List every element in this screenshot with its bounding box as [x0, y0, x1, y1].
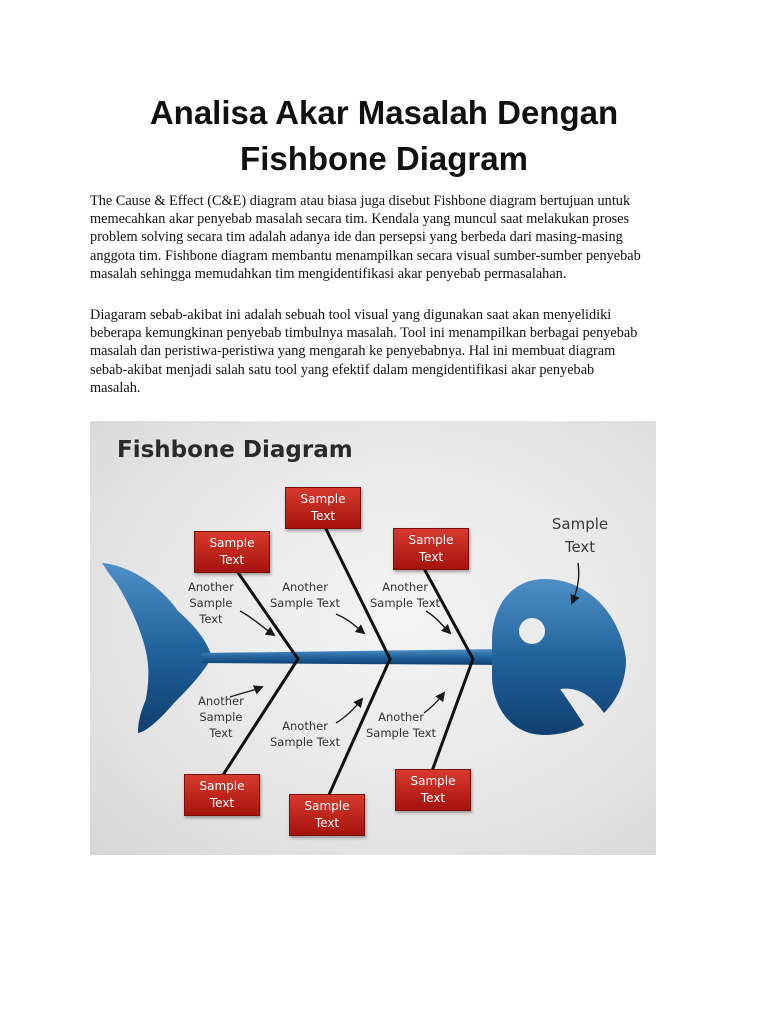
fish-eye: [519, 618, 545, 644]
paragraph-line: memecahkan akar penyebab masalah secara tim. Kendala yang muncul saat melakukan proses: [90, 211, 630, 228]
label-text: Another: [198, 694, 244, 708]
fishbone-drawing: [90, 421, 656, 855]
paragraph-line: beberapa kemungkinan penyebab timbulnya masalah. Tool ini menampilkan berbagai penyebab: [90, 325, 638, 342]
label-text: Another: [188, 580, 234, 594]
arrow-upper-3: [426, 611, 450, 633]
box-text: Sample: [408, 533, 454, 547]
label-text: Sample Text: [366, 726, 437, 740]
paragraph-line: Diagaram sebab-akibat ini adalah sebuah tool visual yang digunakan saat akan menyelidiki: [90, 307, 612, 323]
label-upper-3: [370, 579, 440, 611]
callout-text: Sample: [551, 515, 609, 533]
paragraph-intro: [90, 192, 690, 283]
paragraph-line: problem solving secara tim adalah adanya ide dan persepsi yang berbeda dari masing-masing: [90, 229, 623, 246]
label-text: Sample Text: [270, 596, 341, 610]
fishbone-figure: [90, 421, 656, 855]
label-text: Sample Text: [370, 596, 441, 610]
box-text: Sample: [304, 799, 350, 813]
paragraph-detail: [90, 306, 690, 397]
label-text: Sample: [189, 596, 233, 610]
label-text: Another: [282, 580, 328, 594]
page-title: [60, 90, 708, 182]
paragraph-line: anggota tim. Fishbone diagram membantu menampilkan secara visual sumber-sumber penyebab: [90, 247, 641, 264]
sample-box-top-left: [194, 531, 270, 573]
sample-box-bottom-right: [395, 769, 471, 811]
box-text: Sample: [199, 779, 245, 793]
page-title-line-1: Analisa Akar Masalah Dengan: [149, 94, 619, 131]
sample-box-top-right: [393, 528, 469, 570]
fish-head-shape: [492, 579, 626, 735]
box-text: Text: [219, 553, 245, 567]
sample-box-top-center: [285, 487, 361, 529]
sample-box-bottom-left: [184, 774, 260, 816]
label-text: Sample Text: [270, 735, 341, 749]
fish-spine: [202, 649, 505, 665]
arrow-upper-2: [336, 614, 364, 633]
label-text: Another: [378, 710, 424, 724]
box-text: Text: [314, 816, 340, 830]
label-text: Text: [209, 726, 233, 740]
box-text: Text: [420, 791, 446, 805]
label-lower-1: [198, 693, 244, 741]
figure-title: Fishbone Diagram: [117, 437, 353, 463]
paragraph-line: masalah.: [90, 379, 141, 396]
paragraph-line: masalah dan peristiwa-peristiwa yang mengarah ke penyebabnya. Hal ini membuat diagram: [90, 343, 616, 360]
page-title-line-2: Fishbone Diagram: [240, 140, 528, 177]
label-lower-2: [270, 718, 340, 750]
box-text: Sample: [410, 774, 456, 788]
bone-lower-right: [432, 659, 473, 771]
paragraph-line: The Cause & Effect (C&E) diagram atau biasa juga disebut Fishbone diagram bertujuan untuk: [90, 193, 631, 209]
label-upper-2: [270, 579, 340, 611]
box-text: Text: [209, 796, 235, 810]
paragraph-line: masalah sehingga memudahkan tim mengidentifikasi akar penyebab permasalahan.: [90, 265, 567, 282]
label-text: Another: [382, 580, 428, 594]
sample-box-bottom-center: [289, 794, 365, 836]
paragraph-line: sebab-akibat menjadi salah satu tool yang efektif dalam mengidentifikasi akar penyebab: [90, 361, 595, 378]
box-text: Text: [418, 550, 444, 564]
head-callout: [545, 513, 615, 559]
box-text: Sample: [300, 492, 346, 506]
label-text: Text: [199, 612, 223, 626]
box-text: Sample: [209, 536, 255, 550]
box-text: Text: [310, 509, 336, 523]
callout-text: Text: [564, 538, 596, 556]
label-text: Sample: [199, 710, 243, 724]
label-text: Another: [282, 719, 328, 733]
label-lower-3: [366, 709, 436, 741]
label-upper-1: [188, 579, 234, 627]
